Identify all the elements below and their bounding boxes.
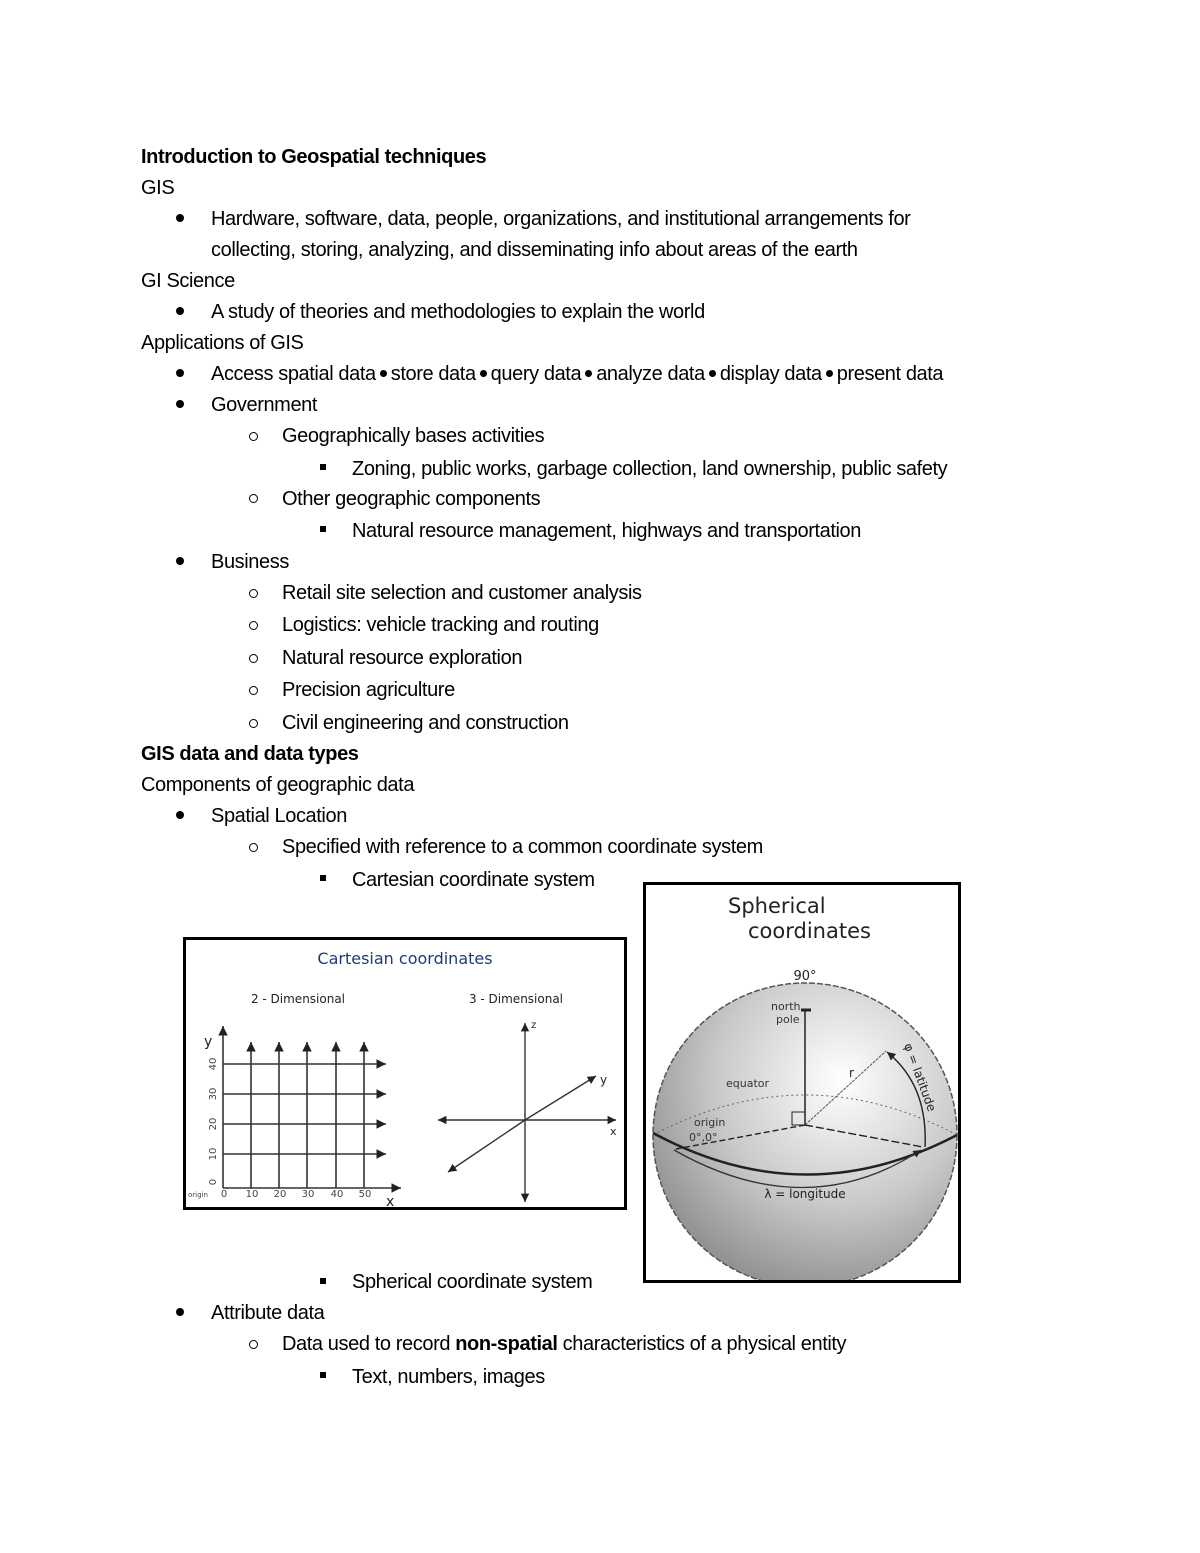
bullet-circle-icon: [249, 432, 258, 441]
bullet-circle-icon: [249, 1340, 258, 1349]
svg-text:30: 30: [301, 1189, 315, 1200]
inline-bullet-icon: [709, 370, 716, 377]
spherical-system-label: Spherical coordinate system: [352, 1271, 593, 1293]
svg-text:50: 50: [358, 1189, 372, 1200]
svg-text:40: 40: [208, 1057, 219, 1071]
gis-definition-line1: Hardware, software, data, people, organizations, and institutional arrangements for: [211, 208, 911, 230]
inline-bullet-icon: [826, 370, 833, 377]
section-heading-data-types: GIS data and data types: [141, 743, 359, 765]
spherical-coordinates-figure: [643, 882, 961, 1283]
bullet-circle-icon: [249, 686, 258, 695]
svg-text:origin: origin: [694, 1116, 726, 1129]
business-item: Natural resource exploration: [282, 647, 523, 669]
svg-text:coordinates: coordinates: [748, 919, 871, 943]
svg-text:pole: pole: [776, 1013, 800, 1026]
svg-text:40: 40: [330, 1189, 344, 1200]
bullet-circle-icon: [249, 843, 258, 852]
bullet-dot-icon: [176, 369, 184, 377]
section-heading-gis: GIS: [141, 177, 175, 199]
svg-text:Cartesian coordinates: Cartesian coordinates: [317, 949, 493, 968]
spatial-location-label: Spatial Location: [211, 805, 347, 827]
bullet-dot-icon: [176, 307, 184, 315]
government-sub2-detail: Natural resource management, highways and transportation: [352, 520, 862, 542]
svg-text:equator: equator: [726, 1077, 770, 1090]
bullet-square-icon: [320, 1372, 326, 1378]
svg-text:20: 20: [208, 1117, 219, 1131]
svg-text:origin: origin: [188, 1191, 208, 1199]
svg-text:20: 20: [273, 1189, 287, 1200]
bullet-dot-icon: [176, 1308, 184, 1316]
svg-text:φ = latitude: φ = latitude: [901, 1041, 939, 1114]
bullet-square-icon: [320, 464, 326, 470]
spatial-location-sub1: Specified with reference to a common coordinate system: [282, 836, 763, 858]
business-item: Precision agriculture: [282, 679, 455, 701]
components-subheading: Components of geographic data: [141, 774, 415, 796]
svg-text:0: 0: [220, 1189, 228, 1200]
svg-text:0°,0°: 0°,0°: [689, 1131, 718, 1144]
svg-text:0: 0: [208, 1178, 219, 1186]
business-item: Logistics: vehicle tracking and routing: [282, 614, 599, 636]
bullet-square-icon: [320, 526, 326, 532]
svg-text:λ = longitude: λ = longitude: [764, 1187, 846, 1201]
inline-bullet-icon: [380, 370, 387, 377]
section-heading-applications: Applications of GIS: [141, 332, 304, 354]
inline-bullet-icon: [585, 370, 592, 377]
svg-text:north: north: [771, 1000, 801, 1013]
document-title: Introduction to Geospatial techniques: [141, 146, 487, 168]
svg-text:y: y: [204, 1034, 213, 1050]
business-item: Retail site selection and customer analysis: [282, 582, 642, 604]
svg-text:y: y: [600, 1073, 608, 1087]
attribute-data-sub1: Data used to record non-spatial characteristics of a physical entity: [282, 1333, 847, 1355]
bullet-circle-icon: [249, 494, 258, 503]
business-item: Civil engineering and construction: [282, 712, 569, 734]
svg-text:z: z: [531, 1020, 537, 1031]
bullet-dot-icon: [176, 214, 184, 222]
bullet-circle-icon: [249, 621, 258, 630]
cartesian-coordinates-figure: [183, 937, 627, 1210]
svg-text:30: 30: [208, 1087, 219, 1101]
svg-text:x: x: [386, 1194, 395, 1207]
bullet-dot-icon: [176, 400, 184, 408]
inline-bullet-icon: [480, 370, 487, 377]
government-sub1-detail: Zoning, public works, garbage collection, land ownership, public safety: [352, 458, 948, 480]
bullet-square-icon: [320, 1278, 326, 1284]
government-sub1: Geographically bases activities: [282, 425, 545, 447]
svg-text:Spherical: Spherical: [728, 894, 826, 918]
attribute-data-detail: Text, numbers, images: [352, 1366, 545, 1388]
applications-access-list: Access spatial data store data query data analyze data display data present data: [211, 363, 944, 385]
bullet-square-icon: [320, 875, 326, 881]
svg-text:2 - Dimensional: 2 - Dimensional: [250, 992, 346, 1006]
cartesian-system-label: Cartesian coordinate system: [352, 869, 595, 891]
svg-text:x: x: [610, 1125, 617, 1138]
government-sub2: Other geographic components: [282, 488, 541, 510]
bullet-dot-icon: [176, 811, 184, 819]
svg-text:10: 10: [245, 1189, 259, 1200]
business-label: Business: [211, 551, 289, 573]
government-label: Government: [211, 394, 318, 416]
bullet-circle-icon: [249, 654, 258, 663]
section-heading-gi-science: GI Science: [141, 270, 235, 292]
svg-text:10: 10: [208, 1147, 219, 1161]
svg-text:90°: 90°: [793, 969, 817, 984]
bullet-circle-icon: [249, 719, 258, 728]
attribute-data-label: Attribute data: [211, 1302, 325, 1324]
bullet-dot-icon: [176, 557, 184, 565]
bullet-circle-icon: [249, 589, 258, 598]
gi-science-definition: A study of theories and methodologies to explain the world: [211, 301, 705, 323]
svg-text:r: r: [849, 1066, 854, 1080]
svg-text:3 - Dimensional: 3 - Dimensional: [468, 992, 564, 1006]
gis-definition-line2: collecting, storing, analyzing, and disseminating info about areas of the earth: [211, 239, 858, 261]
